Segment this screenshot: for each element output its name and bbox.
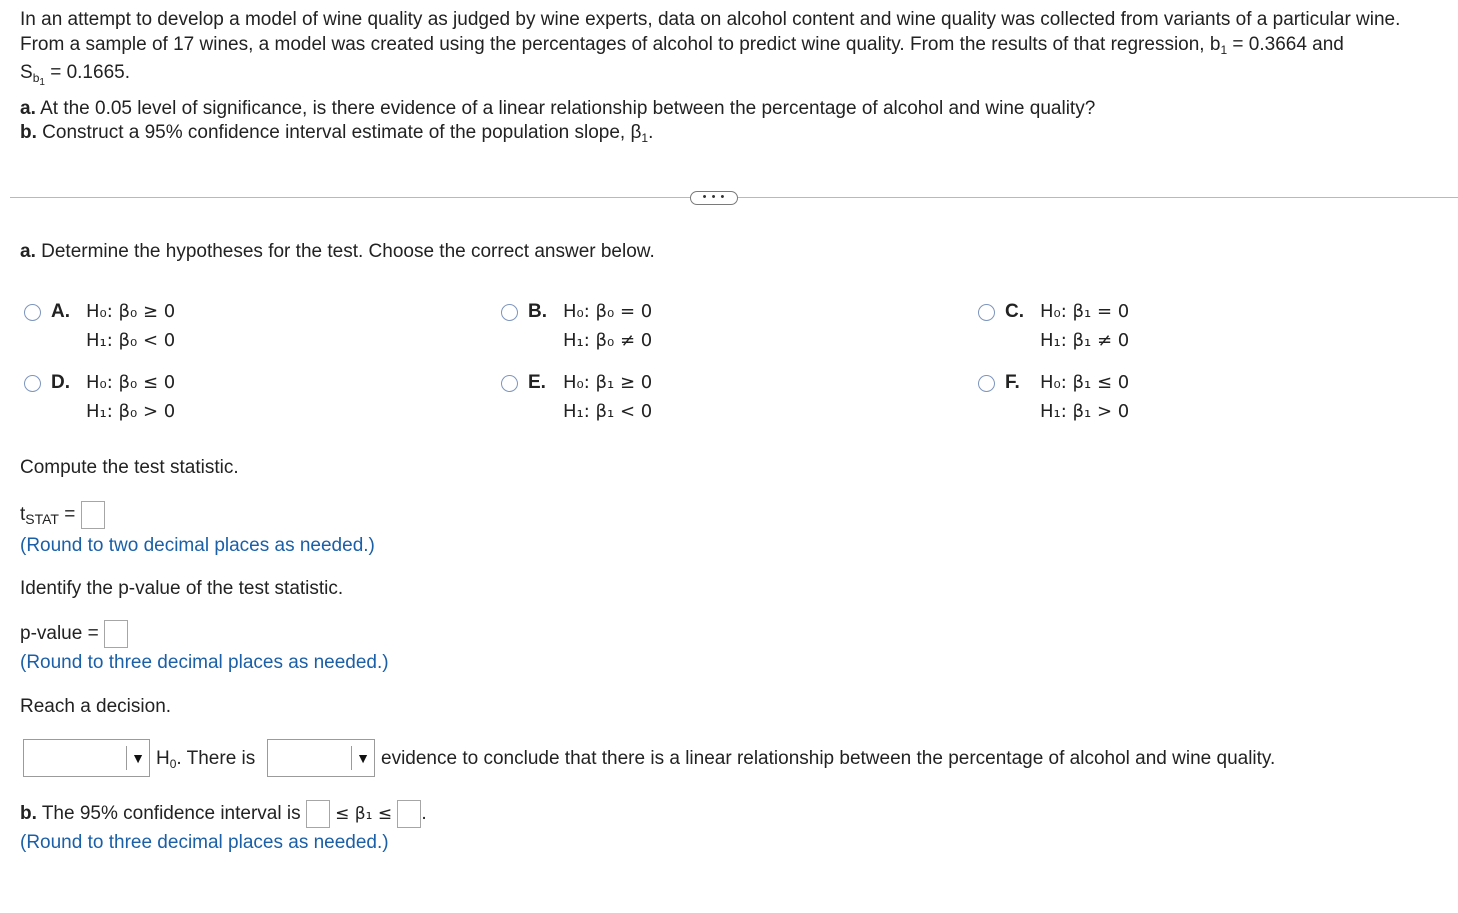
tstat-hint: (Round to two decimal places as needed.) bbox=[20, 535, 375, 556]
tstat-input[interactable] bbox=[81, 501, 105, 529]
part-b-row: b. The 95% confidence interval is ≤ β₁ ≤ . bbox=[20, 800, 427, 828]
option-letter-d: D. bbox=[51, 372, 70, 393]
intro-line-2: From a sample of 17 wines, a model was created using the percentages of alcohol to predict wine quality. From the results of that regression, $b_1 = 0.3664$ and bbox=[20, 33, 1344, 57]
option-c-h0: H₀: β₁ = 0 bbox=[1040, 301, 1130, 322]
radio-button-d[interactable] bbox=[24, 375, 41, 392]
pvalue-row bbox=[20, 620, 128, 648]
ci-upper-input[interactable] bbox=[397, 800, 421, 828]
option-f-h1: H₁: β₁ > 0 bbox=[1040, 401, 1130, 422]
compute-prompt: Compute the test statistic. bbox=[20, 457, 239, 478]
evidence-dropdown[interactable] bbox=[267, 739, 375, 777]
ci-middle: ≤ β₁ ≤ bbox=[335, 804, 393, 825]
pvalue-input[interactable] bbox=[104, 620, 128, 648]
option-b-h1: H₁: β₀ ≠ 0 bbox=[563, 330, 653, 351]
tstat-row bbox=[20, 501, 105, 529]
option-letter-b: B. bbox=[528, 301, 547, 322]
pvalue-hint: (Round to three decimal places as needed.) bbox=[20, 652, 389, 673]
more-button[interactable]: • • • bbox=[690, 191, 738, 205]
ci-hint: (Round to three decimal places as needed.) bbox=[20, 832, 389, 853]
radio-button-e[interactable] bbox=[501, 375, 518, 392]
problem-statement bbox=[20, 8, 1440, 146]
option-letter-f: F. bbox=[1005, 372, 1020, 393]
question-b: b. Construct a 95% confidence interval estimate of the population slope, $\beta_1$. bbox=[20, 122, 654, 145]
question-a: a. At the 0.05 level of significance, is there evidence of a linear relationship between the percentage of alcohol and wine quality? bbox=[20, 97, 1096, 119]
intro-line-1: In an attempt to develop a model of wine quality as judged by wine experts, data on alcohol content and wine quality was collected from variants of a particular wine. bbox=[20, 9, 1401, 30]
option-letter-e: E. bbox=[528, 372, 546, 393]
part-a-prompt: a. Determine the hypotheses for the test. Choose the correct answer below. bbox=[20, 241, 655, 262]
radio-button-c[interactable] bbox=[978, 304, 995, 321]
option-e-h0: H₀: β₁ ≥ 0 bbox=[563, 372, 653, 393]
option-a-h0: H₀: β₀ ≥ 0 bbox=[86, 301, 176, 322]
radio-button-a[interactable] bbox=[24, 304, 41, 321]
decision-prompt: Reach a decision. bbox=[20, 696, 172, 717]
option-c-h1: H₁: β₁ ≠ 0 bbox=[1040, 330, 1130, 351]
radio-button-b[interactable] bbox=[501, 304, 518, 321]
option-f-h0: H₀: β₁ ≤ 0 bbox=[1040, 372, 1130, 393]
option-d-h1: H₁: β₀ > 0 bbox=[86, 401, 176, 422]
reject-decision-dropdown[interactable] bbox=[23, 739, 150, 777]
option-letter-c: C. bbox=[1005, 301, 1024, 322]
radio-button-f[interactable] bbox=[978, 375, 995, 392]
chevron-down-icon: ▼ bbox=[126, 746, 149, 770]
ci-lower-input[interactable] bbox=[306, 800, 330, 828]
option-a-h1: H₁: β₀ < 0 bbox=[86, 330, 176, 351]
decision-h0-text: $H_0$. There is bbox=[156, 748, 256, 771]
chevron-down-icon: ▼ bbox=[351, 746, 374, 770]
intro-line-3: $S_{b_1} = 0.1665$. bbox=[20, 62, 130, 88]
option-e-h1: H₁: β₁ < 0 bbox=[563, 401, 653, 422]
pvalue-label: p-value = bbox=[20, 623, 99, 645]
pvalue-prompt: Identify the p-value of the test statistic. bbox=[20, 578, 344, 599]
option-b-h0: H₀: β₀ = 0 bbox=[563, 301, 653, 322]
option-letter-a: A. bbox=[51, 301, 70, 322]
tstat-label: $t_{STAT}$ = bbox=[20, 504, 76, 528]
option-d-h0: H₀: β₀ ≤ 0 bbox=[86, 372, 176, 393]
decision-conclusion: evidence to conclude that there is a linear relationship between the percentage of alcohol and wine quality. bbox=[381, 748, 1276, 769]
